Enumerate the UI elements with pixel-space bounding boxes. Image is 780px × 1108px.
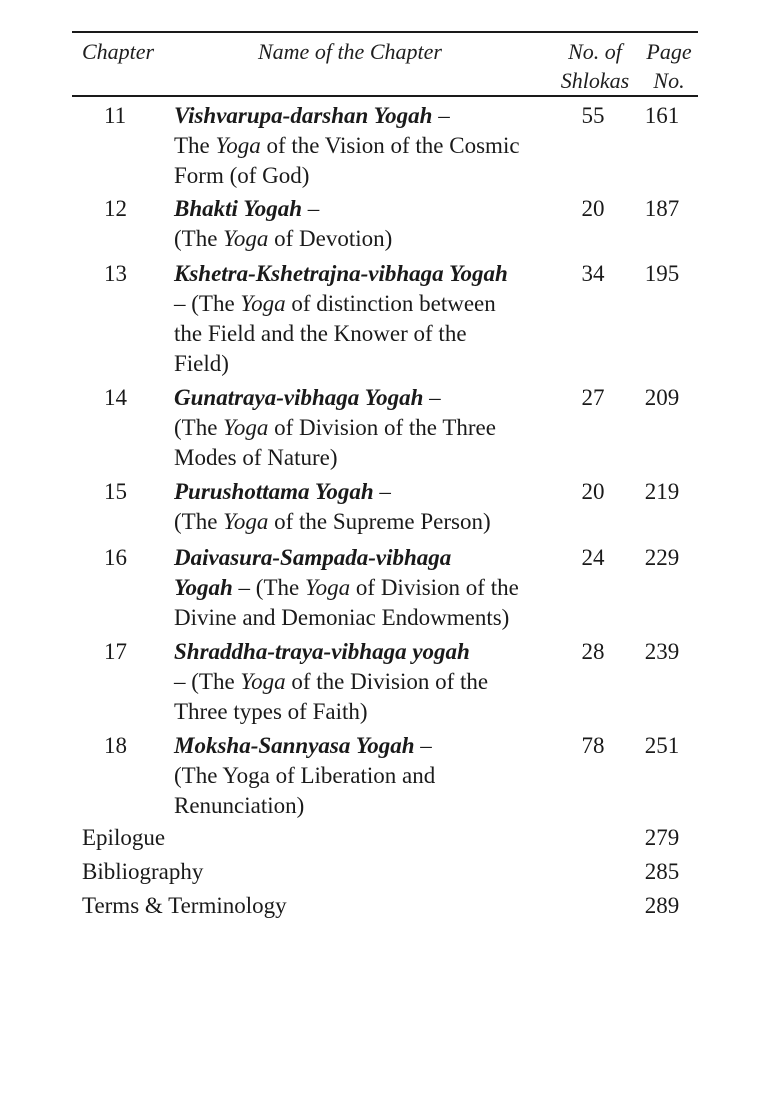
chapter-title: Daivasura-Sampada-vibhaga (174, 545, 452, 570)
table-row (0, 637, 780, 727)
desc: of Division of the Three (268, 415, 496, 440)
table-row (0, 731, 780, 821)
toc-entry-epilogue (0, 821, 780, 855)
chapter-number: 17 (104, 639, 127, 664)
chapter-title: Moksha-Sannyasa Yogah (174, 733, 415, 758)
desc: (The (174, 415, 224, 440)
page-number: 161 (644, 103, 680, 128)
chapter-number: 11 (104, 103, 127, 128)
entry-label: Epilogue (82, 825, 166, 850)
table-row (0, 383, 780, 473)
header-name-of-chapter: Name of the Chapter (258, 39, 442, 64)
page-number: 229 (644, 545, 680, 570)
chapter-name (174, 731, 554, 821)
desc: Divine and Demoniac Endowments) (174, 605, 510, 630)
shloka-count: 27 (581, 385, 605, 410)
dash: – (423, 385, 441, 410)
chapter-name (174, 637, 554, 727)
chapter-title: Gunatraya-vibhaga Yogah (174, 385, 424, 410)
table-row (0, 259, 780, 379)
desc: The (174, 133, 216, 158)
desc: (The (174, 226, 224, 251)
shloka-count: 78 (581, 733, 605, 758)
header-page-line1: Page (646, 39, 692, 64)
desc: of Division of the (350, 575, 519, 600)
chapter-number: 14 (104, 385, 127, 410)
desc-italic: Yoga (223, 226, 269, 251)
page-number: 279 (644, 825, 680, 850)
table-row (0, 543, 780, 633)
desc-italic: Yoga (223, 509, 269, 534)
chapter-name (174, 477, 554, 537)
chapter-number: 15 (104, 479, 127, 504)
chapter-number: 16 (104, 545, 127, 570)
chapter-name (174, 383, 554, 473)
page-number: 187 (644, 196, 680, 221)
desc-italic: Yoga (240, 291, 286, 316)
desc: of the Supreme Person) (268, 509, 491, 534)
shloka-count: 20 (581, 196, 605, 221)
chapter-title: Shraddha-traya-vibhaga yogah (174, 639, 470, 664)
dash: – (414, 733, 432, 758)
desc-italic: Yoga (304, 575, 351, 600)
table-row (0, 101, 780, 191)
table-row (0, 477, 780, 537)
header-no-of-shlokas (556, 37, 634, 95)
header-shlokas-line2: Shlokas (560, 68, 630, 93)
page-number: 195 (644, 261, 680, 286)
page-number: 219 (644, 479, 680, 504)
chapter-title: Yogah (174, 575, 233, 600)
desc: of the Vision of the Cosmic (260, 133, 520, 158)
chapter-name (174, 101, 554, 191)
header-page-no (644, 37, 694, 95)
chapter-number: 13 (104, 261, 127, 286)
chapter-title: Bhakti Yogah (174, 196, 303, 221)
desc: Field) (174, 351, 229, 376)
dash: – (432, 103, 450, 128)
desc-italic: Yoga (215, 133, 261, 158)
chapter-number: 18 (104, 733, 127, 758)
page-number: 285 (644, 859, 680, 884)
contents-table (0, 101, 780, 923)
header-page-line2: No. (653, 68, 685, 93)
chapter-name (174, 543, 554, 633)
entry-label: Terms & Terminology (82, 893, 287, 918)
header-shlokas-line1: No. of (568, 39, 622, 64)
desc: Modes of Nature) (174, 445, 338, 470)
desc: – (The (174, 291, 241, 316)
desc-italic: Yoga (223, 415, 269, 440)
page-number: 251 (644, 733, 680, 758)
desc: Renunciation) (174, 793, 305, 818)
desc: (The (174, 509, 224, 534)
dash: – (302, 196, 320, 221)
shloka-count: 20 (581, 479, 605, 504)
toc-entry-terms (0, 889, 780, 923)
table-row (0, 194, 780, 254)
page-number: 289 (644, 893, 680, 918)
desc: (The Yoga of Liberation and (174, 763, 436, 788)
desc-italic: Yoga (240, 669, 286, 694)
desc: of distinction between (285, 291, 496, 316)
desc: of the Division of the (285, 669, 489, 694)
shloka-count: 34 (581, 261, 605, 286)
chapter-title: Purushottama Yogah (174, 479, 374, 504)
header-chapter: Chapter (82, 39, 155, 64)
chapter-name (174, 259, 554, 379)
shloka-count: 28 (581, 639, 605, 664)
header-bottom-rule (72, 95, 698, 97)
desc: Three types of Faith) (174, 699, 368, 724)
desc: – (The (232, 575, 305, 600)
shloka-count: 55 (581, 103, 605, 128)
desc: of Devotion) (268, 226, 393, 251)
desc: Form (of God) (174, 163, 310, 188)
chapter-title: Kshetra-Kshetrajna-vibhaga Yogah (174, 261, 508, 286)
chapter-name (174, 194, 554, 254)
dash: – (373, 479, 391, 504)
toc-entry-bibliography (0, 855, 780, 889)
desc: the Field and the Knower of the (174, 321, 467, 346)
chapter-number: 12 (104, 196, 127, 221)
header-top-rule (72, 31, 698, 33)
shloka-count: 24 (581, 545, 605, 570)
desc: – (The (174, 669, 241, 694)
chapter-title: Vishvarupa-darshan Yogah (174, 103, 433, 128)
page-number: 209 (644, 385, 680, 410)
page-number: 239 (644, 639, 680, 664)
entry-label: Bibliography (82, 859, 204, 884)
